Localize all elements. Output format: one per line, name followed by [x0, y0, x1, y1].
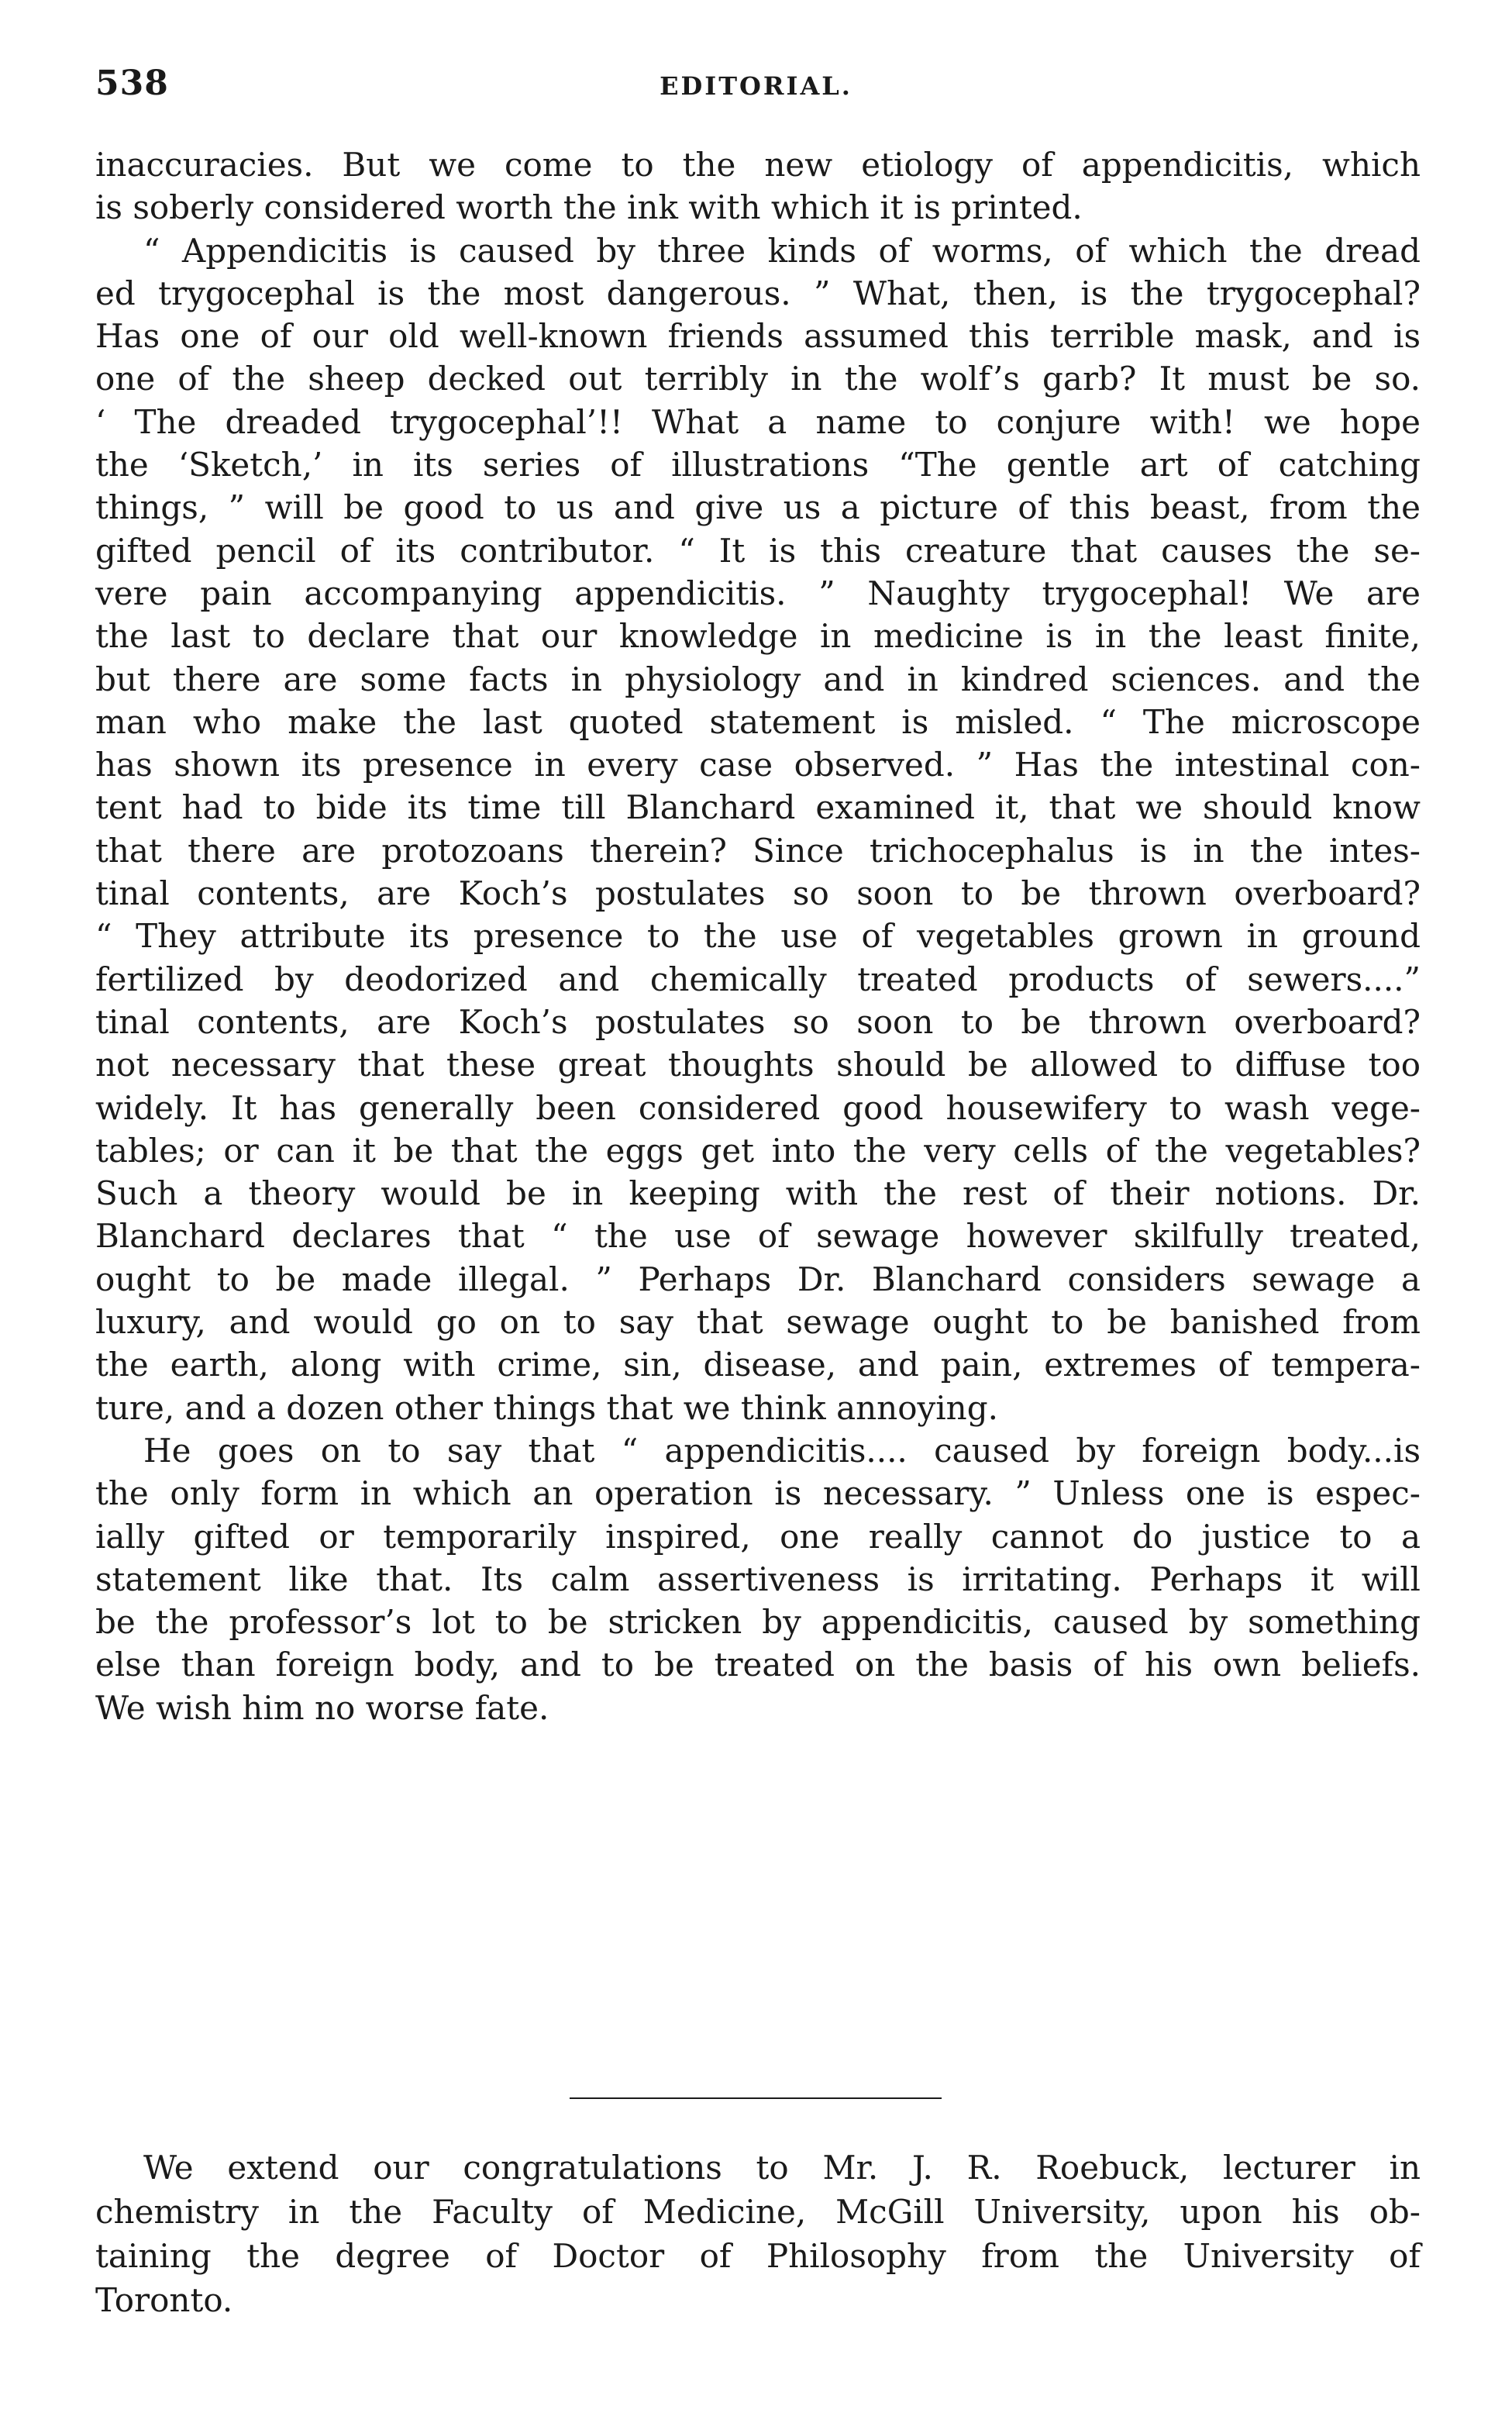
section-divider — [570, 2097, 942, 2099]
text-line: Blanchard declares that “ the use of sewage however skilfully treated, — [95, 1217, 1421, 1256]
text-line: Toronto. — [95, 2281, 233, 2319]
page-number: 538 — [95, 64, 169, 103]
text-line: tent had to bide its time till Blanchard examined it, that we should know — [95, 788, 1421, 827]
text-line: tinal contents, are Koch’s postulates so soon to be thrown overboard? — [95, 874, 1421, 913]
text-line: the only form in which an operation is necessary. ” Unless one is espec- — [95, 1474, 1421, 1513]
text-line: ought to be made illegal. ” Perhaps Dr. Blanchard considers sewage a — [95, 1260, 1421, 1298]
text-line: ture, and a dozen other things that we think annoying. — [95, 1388, 998, 1427]
text-line: has shown its presence in every case observed. ” Has the intestinal con- — [95, 746, 1421, 784]
text-line: the earth, along with crime, sin, disease, and pain, extremes of tempera- — [95, 1346, 1421, 1384]
text-line: be the professor’s lot to be stricken by appendicitis, caused by something — [95, 1603, 1421, 1642]
congratulations-notice — [95, 2146, 1421, 2322]
text-line: the ‘Sketch,’ in its series of illustrations “The gentle art of catching — [95, 446, 1421, 484]
text-line: but there are some facts in physiology and in kindred sciences. and the — [95, 660, 1421, 698]
text-line: tables; or can it be that the eggs get into the very cells of the vegetables? — [95, 1131, 1421, 1170]
text-line: fertilized by deodorized and chemically treated products of sewers....” — [95, 960, 1421, 998]
text-line: We wish him no worse fate. — [95, 1688, 549, 1727]
text-line: taining the degree of Doctor of Philosophy from the University of — [95, 2237, 1421, 2275]
text-line: man who make the last quoted statement is misled. “ The microscope — [95, 702, 1421, 741]
text-line: vere pain accompanying appendicitis. ” Naughty trygocephal! We are — [95, 574, 1421, 612]
text-line: ially gifted or temporarily inspired, one really cannot do justice to a — [95, 1517, 1421, 1556]
text-line: tinal contents, are Koch’s postulates so soon to be thrown overboard? — [95, 1002, 1421, 1041]
text-line: gifted pencil of its contributor. “ It is this creature that causes the se- — [95, 531, 1421, 570]
text-line: “ They attribute its presence to the use of vegetables grown in ground — [95, 917, 1421, 956]
text-line: luxury, and would go on to say that sewage ought to be banished from — [95, 1303, 1421, 1342]
text-line: ed trygocephal is the most dangerous. ” What, then, is the trygocephal? — [95, 274, 1421, 312]
text-line: He goes on to say that “ appendicitis.... caused by foreign body...is — [143, 1431, 1421, 1470]
text-line: “ Appendicitis is caused by three kinds of worms, of which the dread — [143, 231, 1421, 270]
editorial-article — [95, 143, 1421, 1729]
text-line: that there are protozoans therein? Since trichocephalus is in the intes- — [95, 831, 1421, 870]
text-line: ‘ The dreaded trygocephal’!! What a name to conjure with! we hope — [95, 402, 1421, 441]
text-line: the last to declare that our knowledge in medicine is in the least finite, — [95, 617, 1421, 656]
text-line: statement like that. Its calm assertiveness is irritating. Perhaps it will — [95, 1560, 1421, 1598]
text-line: inaccuracies. But we come to the new etiology of appendicitis, which — [95, 146, 1421, 184]
text-line: Has one of our old well-known friends assumed this terrible mask, and is — [95, 317, 1421, 356]
text-line: Such a theory would be in keeping with the rest of their notions. Dr. — [95, 1174, 1421, 1213]
text-line: not necessary that these great thoughts should be allowed to diffuse too — [95, 1046, 1421, 1084]
text-line: chemistry in the Faculty of Medicine, McGill University, upon his ob- — [95, 2193, 1421, 2231]
text-line: We extend our congratulations to Mr. J. R. Roebuck, lecturer in — [143, 2149, 1421, 2187]
text-line: one of the sheep decked out terribly in the wolf’s garb? It must be so. — [95, 360, 1421, 398]
text-line: is soberly considered worth the ink with which it is printed. — [95, 188, 1083, 227]
text-line: things, ” will be good to us and give us a picture of this beast, from the — [95, 488, 1421, 527]
text-line: else than foreign body, and to be treated on the basis of his own beliefs. — [95, 1646, 1421, 1684]
running-head: EDITORIAL. — [660, 71, 852, 101]
text-line: widely. It has generally been considered good housewifery to wash vege- — [95, 1088, 1421, 1127]
